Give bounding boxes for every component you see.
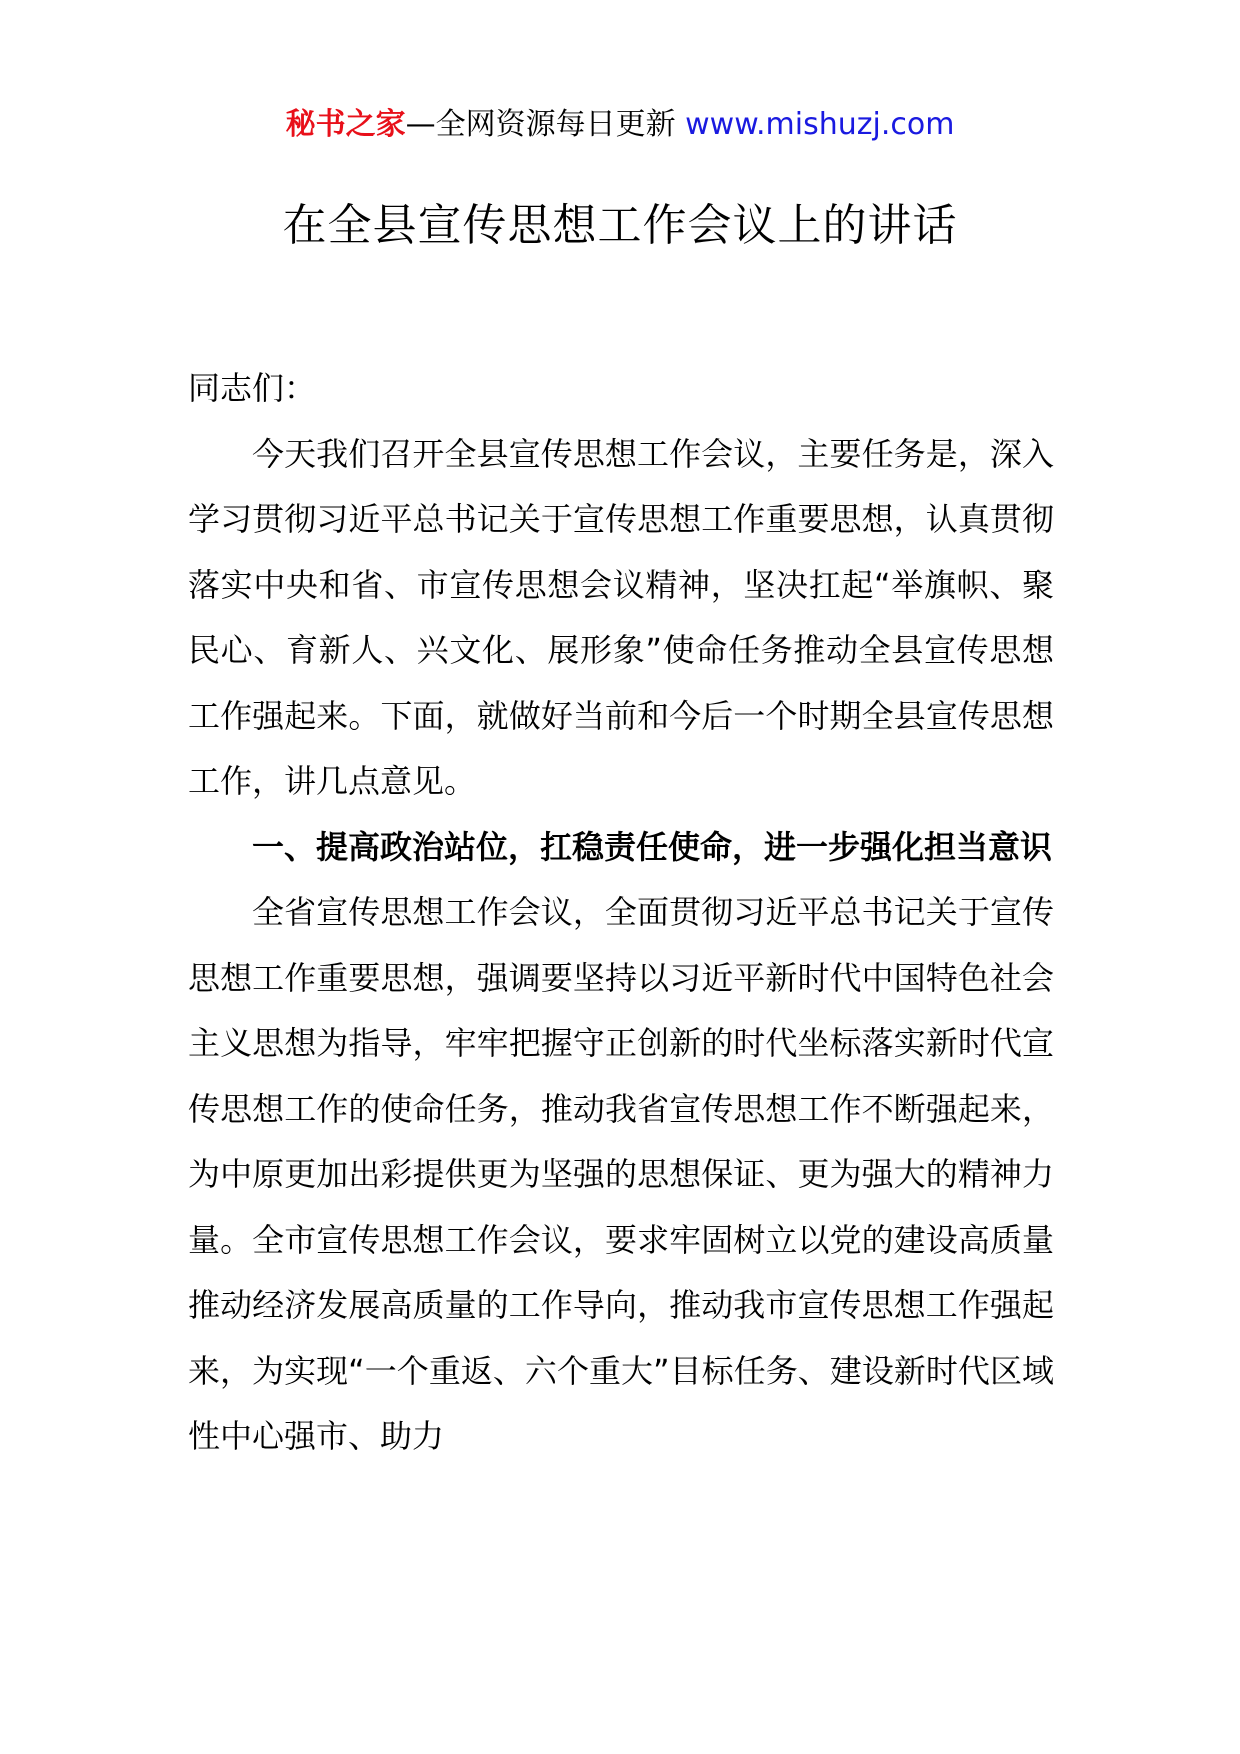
section-heading-1: 一、提高政治站位，扛稳责任使命，进一步强化担当意识: [252, 827, 1053, 866]
document-title: 在全县宣传思想工作会议上的讲话: [282, 200, 958, 251]
salutation: 同志们：: [188, 369, 317, 407]
paragraph-intro: 今天我们召开全县宣传思想工作会议，主要任务是，深入学习贯彻习近平总书记关于宣传思想工作重要思想，认真贯彻落实中央和省、市宣传思想会议精神，坚决扛起“举旗帜、聚民心、育新人、兴文化、展形象”使命任务推动全县宣传思想工作强起来。下面，就做好当前和今后一个时期全县宣传思想工作，讲几点意见。: [188, 434, 1054, 800]
site-url-link[interactable]: www.mishuzj.com: [685, 107, 955, 142]
site-brand: 秘书之家: [285, 107, 406, 142]
site-header: [0, 100, 1240, 150]
document-body: [188, 356, 1054, 1470]
paragraph-section-1: 全省宣传思想工作会议，全面贯彻习近平总书记关于宣传思想工作重要思想，强调要坚持以习近平新时代中国特色社会主义思想为指导，牢牢把握守正创新的时代坐标落实新时代宣传思想工作的使命任务，推动我省宣传思想工作不断强起来，为中原更加出彩提供更为坚强的思想保证、更为强大的精神力量。全市宣传思想工作会议，要求牢固树立以党的建设高质量推动经济发展高质量的工作导向，推动我市宣传思想工作强起来，为实现“一个重返、六个重大”目标任务、建设新时代区域性中心强市、助力: [188, 893, 1054, 1455]
site-slogan: —全网资源每日更新: [405, 107, 676, 142]
